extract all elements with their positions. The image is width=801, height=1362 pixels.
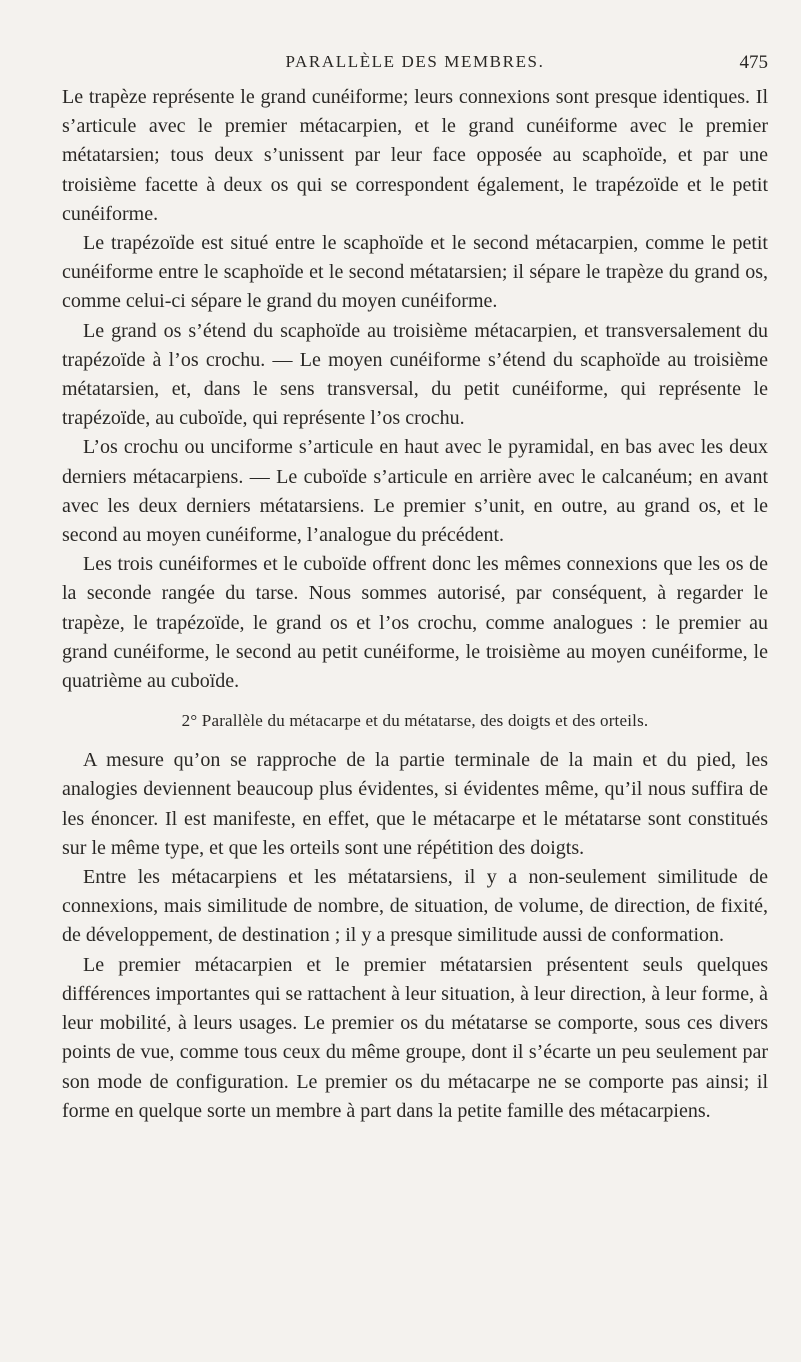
paragraph: Les trois cunéiformes et le cuboïde offrent donc les mêmes connexions que les os de la seconde rangée du tarse. Nous sommes autorisé, par conséquent, à regarder le trapèze, le trapézoïde, le grand os et l’os crochu, comme analogues : le premier au grand cunéiforme, le second au petit cunéiforme, le troisième au moyen cunéiforme, le quatrième au cuboïde. [62, 553, 768, 693]
paragraph: Le trapèze représente le grand cunéiforme; leurs connexions sont presque identiques. Il s’articule avec le premier métacarpien, et le grand cunéiforme avec le premier métatarsien; tous deux s’unissent par leur face opposée au scaphoïde, et par une troisième facette à deux os qui se correspondent également, le trapézoïde et le petit cunéiforme. [62, 86, 768, 225]
paragraph: Le trapézoïde est situé entre le scaphoïde et le second métacarpien, comme le petit cunéiforme entre le scaphoïde et le second métatarsien; il sépare le trapèze du grand os, comme celui-ci sépare le grand du moyen cunéiforme. [62, 232, 768, 313]
page-header [62, 52, 768, 82]
paragraph: Entre les métacarpiens et les métatarsiens, il y a non-seulement similitude de connexions, mais similitude de nombre, de situation, de volume, de direction, de fixité, de développement, de destination ; il y a presque similitude aussi de conformation. [62, 866, 768, 947]
paragraph: Le premier métacarpien et le premier métatarsien présentent seuls quelques différences importantes qui se rattachent à leur situation, à leur direction, à leur forme, à leur mobilité, à leurs usages. Le premier os du métatarse se comporte, sous ces divers points de vue, comme tous ceux du même groupe, dont il s’écarte un peu seulement par son mode de configuration. Le premier os du métacarpe ne se comporte pas ainsi; il forme en quelque sorte un membre à part dans la petite famille des métacarpiens. [62, 953, 768, 1122]
running-title: PARALLÈLE DES MEMBRES. [285, 52, 545, 71]
paragraph: Le grand os s’étend du scaphoïde au troisième métacarpien, et transversalement du trapézoïde à l’os crochu. — Le moyen cunéiforme s’étend du scaphoïde au troisième métatarsien, et, dans le sens transversal, du petit cunéiforme, qui représente le trapézoïde, au cuboïde, qui représente l’os crochu. [62, 319, 768, 430]
page-number: 475 [739, 52, 768, 73]
paragraph: L’os crochu ou unciforme s’articule en haut avec le pyramidal, en bas avec les deux derniers métacarpiens. — Le cuboïde s’articule en arrière avec le calcanéum; en avant avec les deux derniers métatarsiens. Le premier s’unit, en outre, au grand os, et le second au moyen cunéiforme, l’analogue du précédent. [62, 436, 768, 547]
paragraph: A mesure qu’on se rapproche de la partie terminale de la main et du pied, les analogies deviennent beaucoup plus évidentes, si évidentes même, qu’il nous suffira de les énoncer. Il est manifeste, en effet, que le métacarpe et le métatarse sont constitués sur le même type, et que les orteils sont une répétition des doigts. [62, 749, 768, 859]
section-subheading: 2° Parallèle du métacarpe et du métatarse, des doigts et des orteils. [181, 711, 649, 731]
body-text [62, 83, 768, 1126]
